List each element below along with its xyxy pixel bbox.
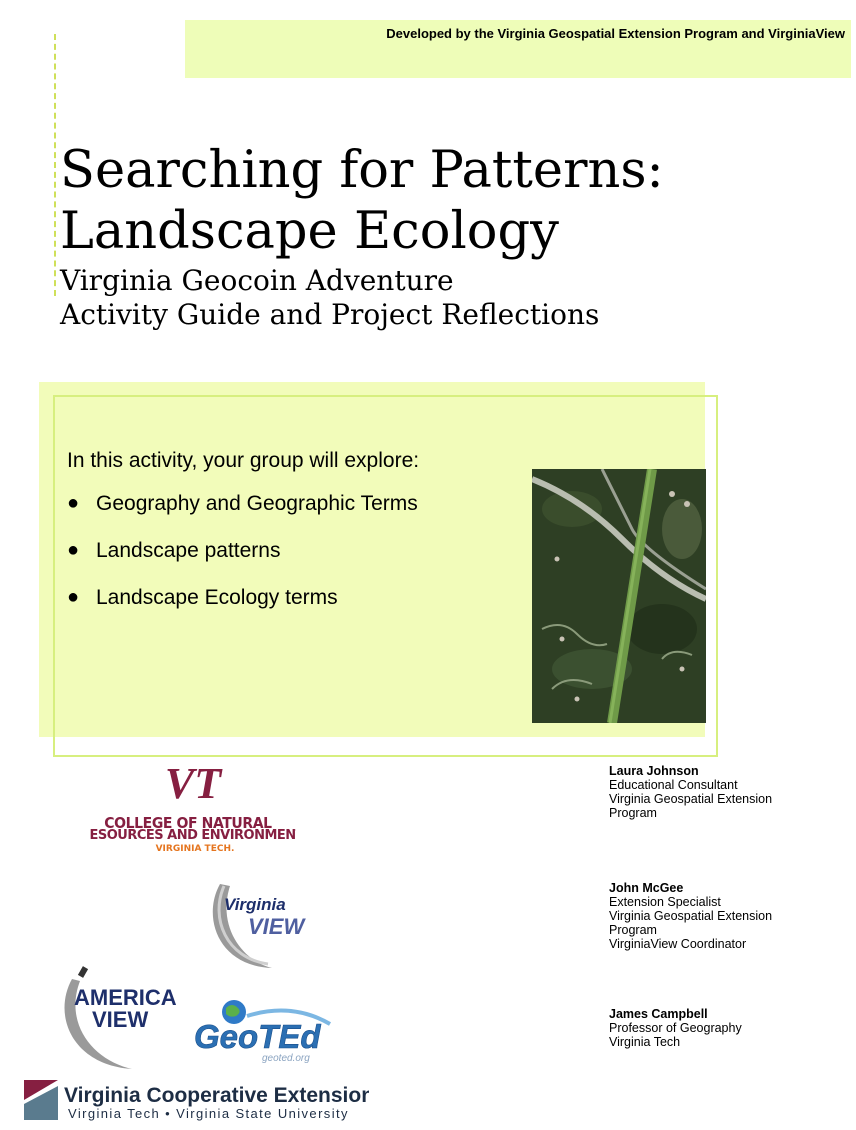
credit-name: Laura Johnson [609, 764, 699, 778]
credit-laura-johnson: Laura Johnson Educational Consultant Virginia Geospatial Extension Program [609, 764, 773, 820]
svg-text:RESOURCES AND ENVIRONMENT: RESOURCES AND ENVIRONMENT [90, 828, 296, 843]
virginiaview-logo [202, 866, 322, 978]
svg-text:AMERICA: AMERICA [74, 985, 177, 1010]
bullet-icon: ● [67, 539, 80, 561]
geoted-logo [192, 998, 332, 1064]
credit-john-mcgee: John McGee Extension Specialist Virginia Geospatial Extension Program VirginiaView Coordinator [609, 881, 773, 951]
svg-text:VIRGINIA TECH.: VIRGINIA TECH. [155, 844, 235, 854]
vce-logo [24, 1080, 369, 1124]
svg-text:VIEW: VIEW [92, 1007, 149, 1032]
credit-james-campbell: James Campbell Professor of Geography Virginia Tech [609, 1007, 742, 1049]
subtitle-line-1: Virginia Geocoin Adventure [60, 264, 454, 297]
svg-text:GeoTEd: GeoTEd [194, 1018, 321, 1055]
geoted-globe-icon [192, 998, 332, 1064]
list-item: ● Landscape patterns [67, 539, 281, 562]
header-banner [185, 20, 851, 78]
dashed-guide-line [54, 34, 56, 296]
svg-text:VIEW: VIEW [248, 914, 305, 939]
svg-text:geoted.org: geoted.org [262, 1053, 310, 1064]
svg-text:Virginia: Virginia [224, 895, 286, 914]
vce-mark-icon [24, 1080, 369, 1124]
credit-name: James Campbell [609, 1007, 708, 1021]
americaview-swoosh-icon [52, 965, 182, 1071]
svg-text:VT: VT [164, 762, 222, 808]
svg-text:Virginia Tech • Virginia Sta: Virginia Tech • Virginia State University [68, 1106, 349, 1121]
bullet-icon: ● [67, 492, 80, 514]
list-item: ● Geography and Geographic Terms [67, 492, 418, 515]
list-item: ● Landscape Ecology terms [67, 586, 338, 609]
virginiaview-swoosh-icon [202, 866, 322, 978]
bullet-icon: ● [67, 586, 80, 608]
subtitle-line-2: Activity Guide and Project Reflections [60, 298, 600, 331]
credit-name: John McGee [609, 881, 684, 895]
title-line-1: Searching for Patterns: [60, 141, 664, 200]
developed-by-text: Developed by the Virginia Geospatial Extension Program and VirginiaView [386, 26, 845, 41]
svg-text:Virginia Cooperative Extension: Virginia Cooperative Extension [64, 1084, 369, 1107]
page-title [60, 140, 840, 262]
topic-list [67, 492, 418, 633]
vt-mark-icon [90, 762, 296, 854]
title-line-2: Landscape Ecology [60, 202, 559, 261]
aerial-photo [532, 469, 706, 723]
activity-intro: In this activity, your group will explore: [67, 449, 420, 472]
page-subtitle [60, 264, 599, 332]
svg-text:COLLEGE OF NATURAL: COLLEGE OF NATURAL [104, 814, 272, 833]
americaview-logo [52, 965, 182, 1071]
vt-college-logo [90, 762, 296, 854]
